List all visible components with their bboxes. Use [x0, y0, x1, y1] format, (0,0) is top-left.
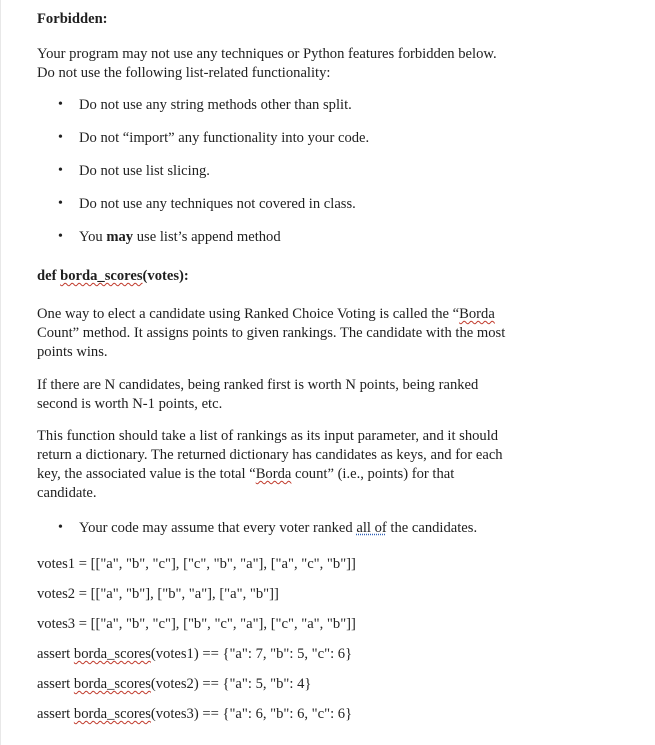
function-name: borda_scores: [73, 706, 151, 722]
function-signature: [37, 267, 189, 285]
page-left-border: [0, 0, 1, 745]
function-name: borda_scores: [73, 676, 151, 692]
para1-line-1: [37, 305, 495, 323]
section-heading: Forbidden:: [37, 11, 108, 27]
assumption-item: [79, 519, 477, 537]
spell-flag-word: Borda: [255, 466, 292, 482]
rule-item: Do not use any string methods other than split.: [79, 97, 352, 113]
bullet-dot: •: [58, 97, 63, 112]
rule-emphasis: may: [106, 229, 134, 245]
para3-line-4: candidate.: [37, 485, 97, 501]
rule-item: Do not “import” any functionality into your code.: [79, 130, 370, 146]
bullet-dot: •: [58, 196, 63, 211]
para3-line-2: return a dictionary. The returned dictionary has candidates as keys, and for each: [37, 447, 503, 463]
para3-line-3: [37, 465, 454, 483]
intro-line-1: Your program may not use any techniques or Python features forbidden below.: [37, 46, 497, 62]
assumption-text: the candidates.: [386, 520, 478, 536]
rule-text: You: [79, 229, 107, 245]
rule-item: Do not use any techniques not covered in class.: [79, 196, 356, 212]
assert-keyword: assert: [37, 706, 74, 722]
para-text: count” (i.e., points) for that: [291, 466, 455, 482]
para-text: key, the associated value is the total “: [37, 466, 256, 482]
rule-item: Do not use list slicing.: [79, 163, 210, 179]
grammar-flag-phrase: all of: [356, 520, 387, 536]
assert-expression: (votes3) == {"a": 6, "b": 6, "c": 6}: [150, 706, 353, 722]
function-name: borda_scores: [73, 646, 151, 662]
function-params: (votes):: [142, 268, 189, 284]
code-assert-2: [37, 675, 311, 693]
para2-line-2: second is worth N-1 points, etc.: [37, 396, 223, 412]
rule-item-append: [79, 228, 281, 246]
code-votes2: votes2 = [["a", "b"], ["b", "a"], ["a", "b"]]: [37, 586, 279, 602]
assert-keyword: assert: [37, 676, 74, 692]
code-votes1: votes1 = [["a", "b", "c"], ["c", "b", "a"], ["a", "c", "b"]]: [37, 556, 356, 572]
para-text: One way to elect a candidate using Ranked Choice Voting is called the “: [37, 306, 460, 322]
para3-line-1: This function should take a list of rankings as its input parameter, and it should: [37, 428, 499, 444]
bullet-dot: •: [58, 520, 63, 535]
code-assert-1: [37, 645, 352, 663]
rule-text: use list’s append method: [133, 229, 281, 245]
assert-keyword: assert: [37, 646, 74, 662]
para1-line-2: Count” method. It assigns points to given rankings. The candidate with the most: [37, 325, 506, 341]
assert-expression: (votes1) == {"a": 7, "b": 5, "c": 6}: [150, 646, 353, 662]
function-name: borda_scores: [60, 268, 143, 284]
para1-line-3: points wins.: [37, 344, 108, 360]
spell-flag-word: Borda: [459, 306, 495, 322]
bullet-dot: •: [58, 229, 63, 244]
bullet-dot: •: [58, 163, 63, 178]
bullet-dot: •: [58, 130, 63, 145]
code-votes3: votes3 = [["a", "b", "c"], ["b", "c", "a"], ["c", "a", "b"]]: [37, 616, 356, 632]
para2-line-1: If there are N candidates, being ranked first is worth N points, being ranked: [37, 377, 479, 393]
assert-expression: (votes2) == {"a": 5, "b": 4}: [150, 676, 312, 692]
def-keyword: def: [37, 268, 61, 284]
assumption-text: Your code may assume that every voter ranked: [79, 520, 357, 536]
intro-line-2: Do not use the following list-related functionality:: [37, 65, 331, 81]
code-assert-3: [37, 705, 352, 723]
